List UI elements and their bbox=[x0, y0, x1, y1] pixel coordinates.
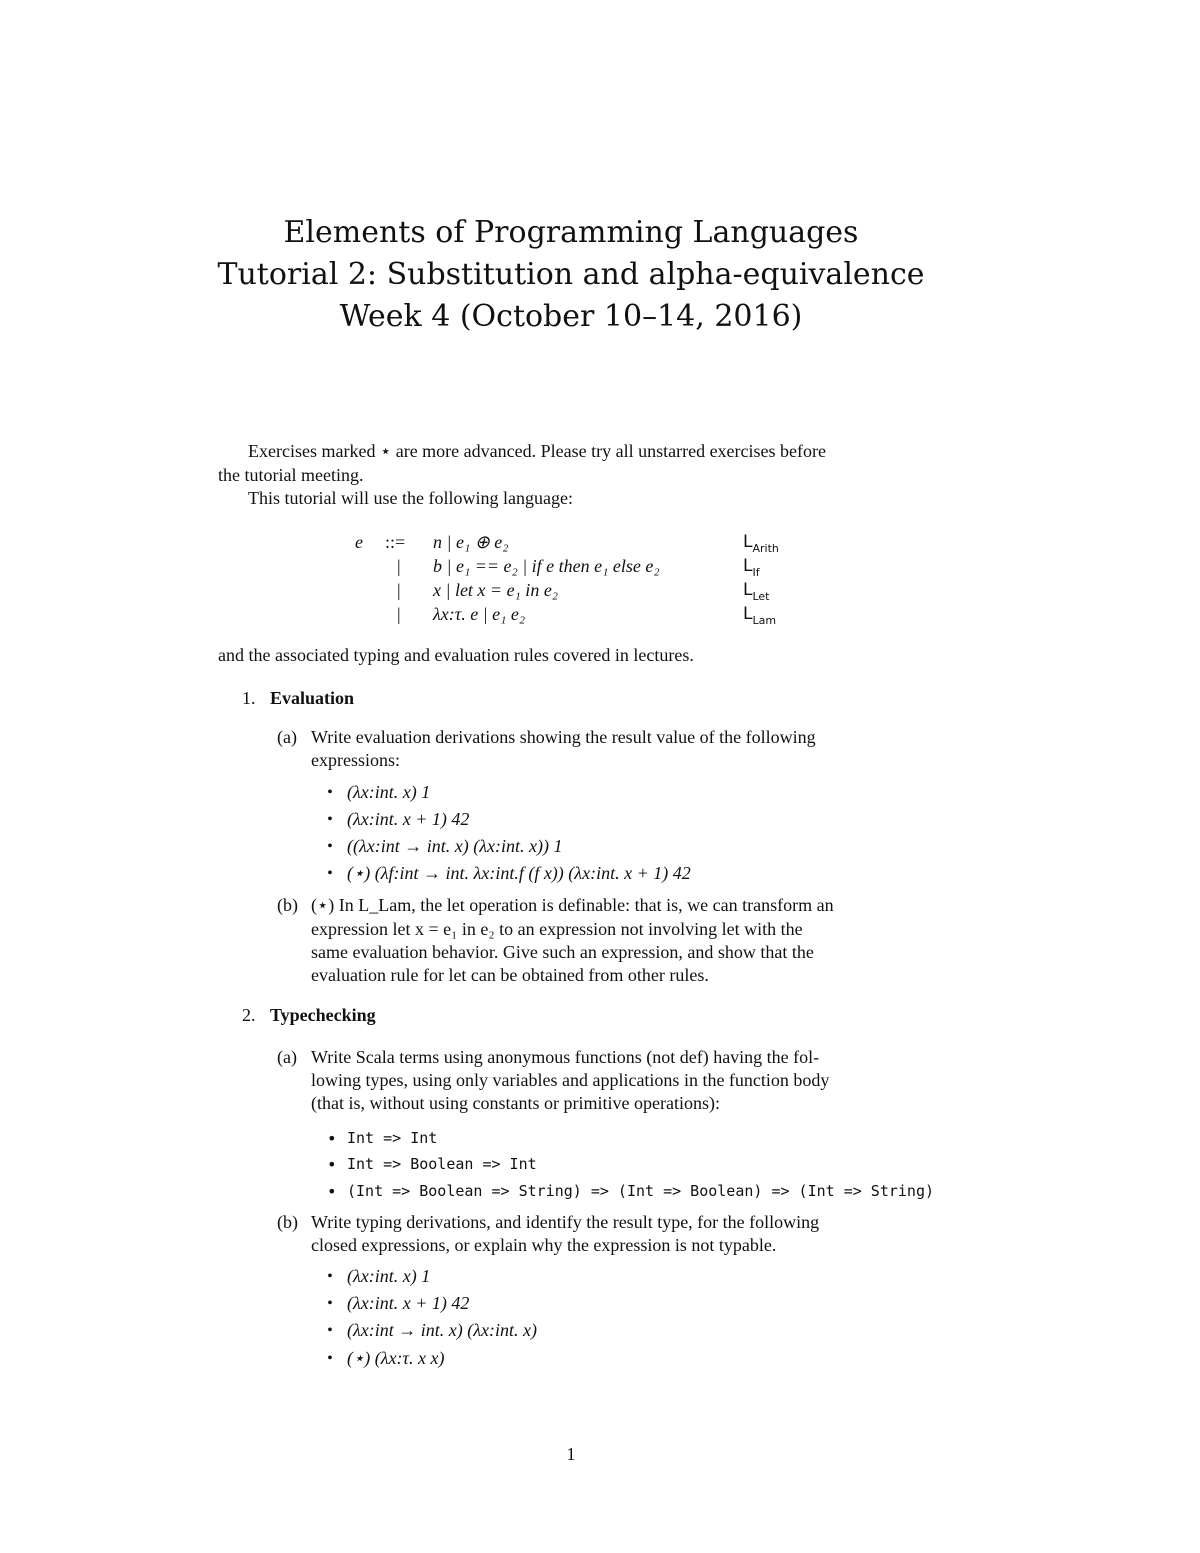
exercise-1b-line-3: same evaluation behavior. Give such an expression, and show that the bbox=[311, 942, 814, 962]
section-2-heading: Typechecking bbox=[270, 1005, 376, 1025]
exercise-2a-line-3: (that is, without using constants or primitive operations): bbox=[311, 1093, 720, 1113]
list-item: • (λx:int → int. x) (λx:int. x) bbox=[347, 1319, 537, 1342]
title-line-2: Tutorial 2: Substitution and alpha-equivalence bbox=[217, 257, 925, 292]
grammar-row bbox=[355, 554, 795, 578]
grammar-table bbox=[355, 530, 795, 626]
grammar-op: | bbox=[397, 556, 401, 576]
list-item: • (⋆) (λf:int → int. λx:int.f (f x)) (λx:int. x + 1) 42 bbox=[347, 862, 691, 885]
list-item: • ((λx:int → int. x) (λx:int. x)) 1 bbox=[347, 835, 563, 858]
list-item: • (λx:int. x) 1 bbox=[347, 1265, 430, 1288]
intro-line-2: the tutorial meeting. bbox=[218, 465, 364, 485]
exercise-1a-marker: (a) bbox=[277, 727, 297, 747]
grammar-rhs: n | e₁ ⊕ e₂ bbox=[433, 532, 509, 552]
page-number: 1 bbox=[566, 1444, 576, 1464]
grammar-row bbox=[355, 530, 795, 554]
list-item: • (λx:int. x + 1) 42 bbox=[347, 808, 469, 831]
section-2-number: 2. bbox=[242, 1005, 256, 1025]
title-line-3: Week 4 (October 10–14, 2016) bbox=[339, 299, 803, 334]
title-line-1: Elements of Programming Languages bbox=[283, 215, 859, 250]
exercise-1b-line-1: (⋆) In L_Lam, the let operation is definable: that is, we can transform an bbox=[311, 895, 834, 915]
list-item: • Int => Int bbox=[347, 1127, 437, 1150]
exercise-2b-line-1: Write typing derivations, and identify the result type, for the following bbox=[311, 1212, 820, 1232]
list-item: • (⋆) (λx:τ. x x) bbox=[347, 1347, 444, 1370]
exercise-2b-line-2: closed expressions, or explain why the expression is not typable. bbox=[311, 1235, 777, 1255]
exercise-2b-marker: (b) bbox=[277, 1212, 298, 1232]
section-1-heading: Evaluation bbox=[270, 688, 355, 708]
list-item: • (λx:int. x + 1) 42 bbox=[347, 1292, 469, 1315]
grammar-op: ::= bbox=[385, 532, 406, 552]
section-1-number: 1. bbox=[242, 688, 256, 708]
exercise-2a-line-1: Write Scala terms using anonymous functions (not def) having the fol- bbox=[311, 1047, 820, 1067]
exercise-1a-line-2: expressions: bbox=[311, 750, 400, 770]
list-item: • (λx:int. x) 1 bbox=[347, 781, 430, 804]
list-item: • Int => Boolean => Int bbox=[347, 1153, 537, 1176]
grammar-label: $L_{Lam}$ bbox=[743, 604, 777, 627]
grammar-label: $L_{If}$ bbox=[743, 556, 760, 579]
grammar-label: $L_{Let}$ bbox=[743, 580, 770, 603]
intro-line-3: This tutorial will use the following language: bbox=[248, 488, 573, 508]
grammar-row bbox=[355, 578, 795, 602]
grammar-row bbox=[355, 602, 795, 626]
exercise-1a-line-1: Write evaluation derivations showing the result value of the following bbox=[311, 727, 816, 747]
grammar-lhs: e bbox=[355, 532, 363, 552]
grammar-op: | bbox=[397, 580, 401, 600]
exercise-2a-marker: (a) bbox=[277, 1047, 297, 1067]
exercise-2a-line-2: lowing types, using only variables and applications in the function body bbox=[311, 1070, 830, 1090]
grammar-rhs: λx:τ. e | e₁ e₂ bbox=[433, 604, 526, 624]
intro-line-1: Exercises marked ⋆ are more advanced. Please try all unstarred exercises before bbox=[248, 441, 826, 461]
grammar-op: | bbox=[397, 604, 401, 624]
exercise-1b-marker: (b) bbox=[277, 895, 298, 915]
exercise-1b-line-4: evaluation rule for let can be obtained from other rules. bbox=[311, 965, 709, 985]
list-item: • (Int => Boolean => String) => (Int => Boolean) => (Int => String) bbox=[347, 1180, 934, 1203]
document-title bbox=[0, 212, 1142, 338]
after-grammar-text: and the associated typing and evaluation rules covered in lectures. bbox=[218, 645, 694, 665]
grammar-rhs: b | e₁ == e₂ | if e then e₁ else e₂ bbox=[433, 556, 660, 576]
grammar-label: $L_{Arith}$ bbox=[743, 532, 779, 555]
exercise-1b-line-2: expression let x = e₁ in e₂ to an expression not involving let with the bbox=[311, 919, 803, 939]
grammar-rhs: x | let x = e₁ in e₂ bbox=[433, 580, 559, 600]
